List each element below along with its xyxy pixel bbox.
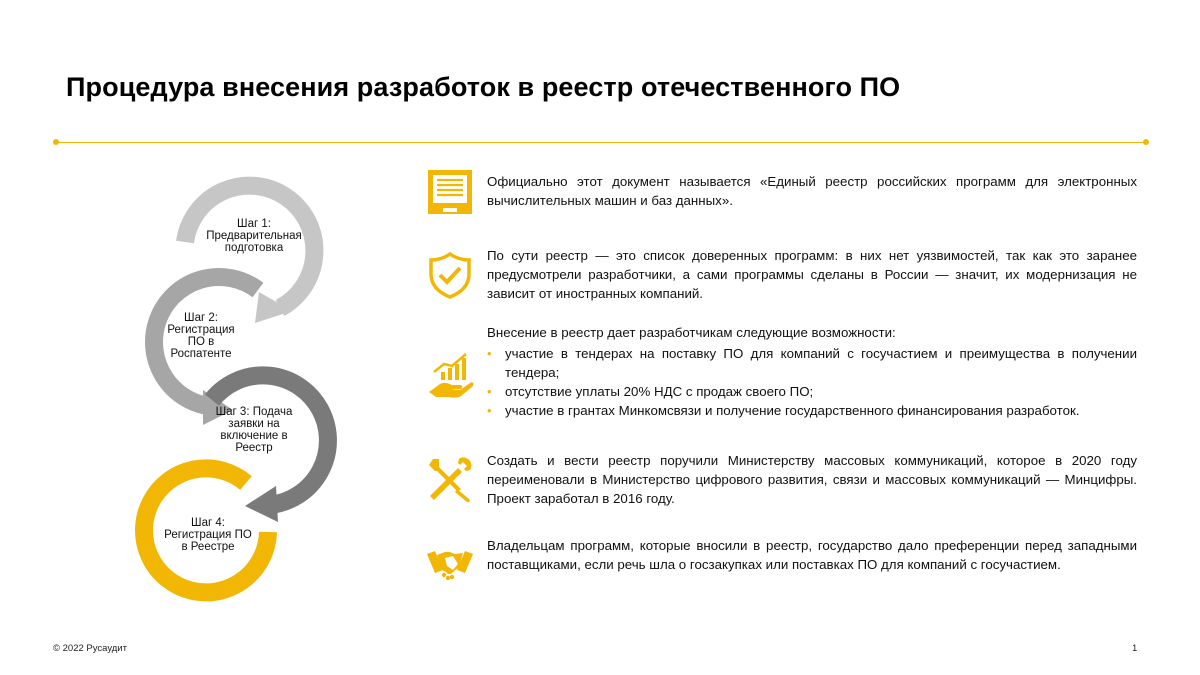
item-5-paragraph: Владельцам программ, которые вносили в реестр, государство дало преференции перед западными поставщиками, если речь шла о госзакупках или поставках ПО для компаний с госучастием. xyxy=(487,538,1137,572)
page-title: Процедура внесения разработок в реестр отечественного ПО xyxy=(66,72,901,102)
step-2-label: Шаг 2: Регистрация ПО в Роспатенте xyxy=(167,312,235,360)
page-number: 1 xyxy=(1132,643,1138,654)
item-3-text xyxy=(487,323,1137,420)
opportunities-list xyxy=(487,344,1137,420)
step-1-label: Шаг 1: Предварительная подготовка xyxy=(206,218,302,254)
list-item: • участие в грантах Минкомсвязи и получение государственного финансирования разработок. xyxy=(487,401,1137,420)
item-5-text xyxy=(487,536,1137,574)
item-4-text xyxy=(487,451,1137,508)
copyright: © 2022 Русаудит xyxy=(53,643,127,654)
item-1-text xyxy=(487,172,1137,210)
handshake-icon xyxy=(425,540,475,590)
shield-check-icon xyxy=(425,250,475,300)
item-1-paragraph: Официально этот документ называется «Единый реестр российских программ для электронных вычислительных машин и баз данных». xyxy=(487,174,1137,208)
tools-icon xyxy=(425,455,475,505)
step-4-label: Шаг 4: Регистрация ПО в Реестре xyxy=(164,517,252,553)
growth-hand-icon xyxy=(426,352,476,402)
list-item: • отсутствие уплаты 20% НДС с продаж своего ПО; xyxy=(487,382,1137,401)
step-1-ring xyxy=(185,186,314,323)
document-icon xyxy=(425,168,475,218)
item-2-paragraph: По сути реестр — это список доверенных программ: в них нет уязвимостей, так как это заранее предусмотрели разработчики, а сами программы сделаны в России — значит, их модернизация не зависит от иностранных компаний. xyxy=(487,248,1137,301)
item-2-text xyxy=(487,246,1137,303)
list-item: • участие в тендерах на поставку ПО для компаний с госучастием и преимущества в получении тендера; xyxy=(487,344,1137,382)
item-3-intro: Внесение в реестр дает разработчикам следующие возможности: xyxy=(487,325,896,340)
step-3-label: Шаг 3: Подача заявки на включение в Реестр xyxy=(215,406,293,454)
item-4-paragraph: Создать и вести реестр поручили Министерству массовых коммуникаций, которое в 2020 году переименовали в Министерство цифрового развития, связи и массовых коммуникаций — Минцифры. Проект заработал в 2016 году. xyxy=(487,453,1137,506)
